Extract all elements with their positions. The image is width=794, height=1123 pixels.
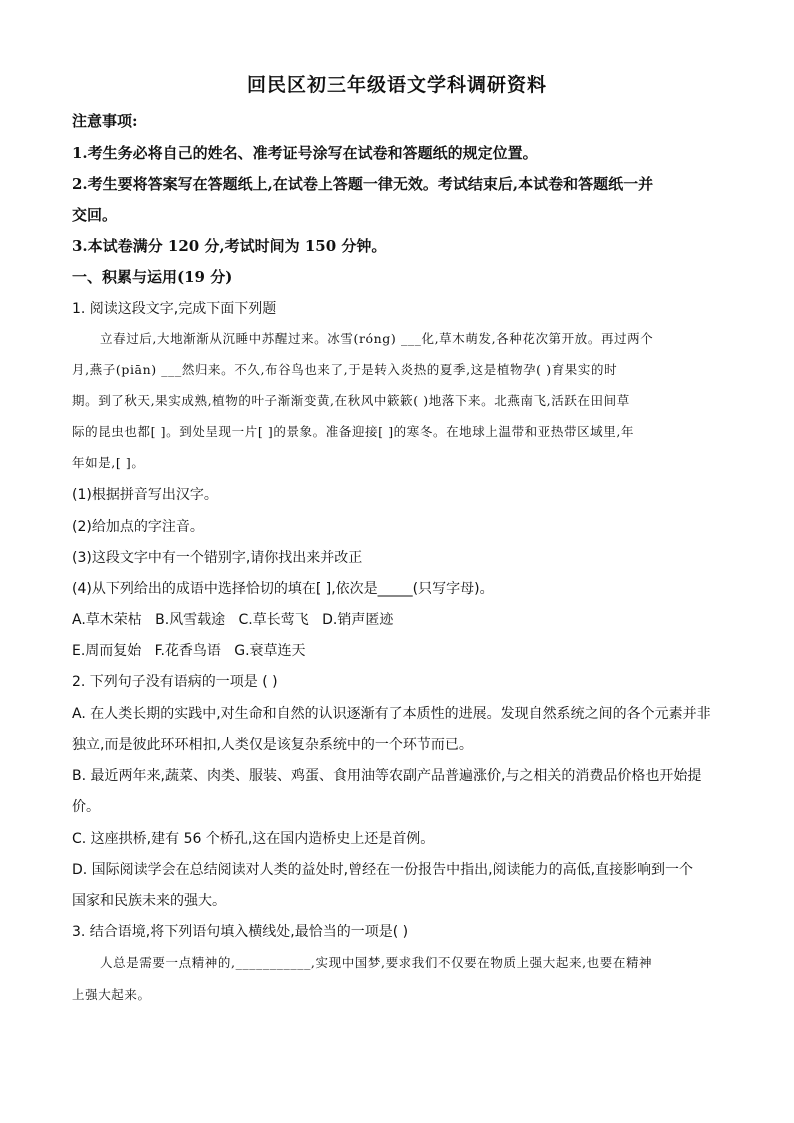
q1-options-line-2: E.周而复始 F.花香鸟语 G.衰草连天 <box>72 643 306 659</box>
q1-passage-line: 月,燕子(piān) ___然归来。不久,布谷鸟也来了,于是转入炎热的夏季,这是植物孕( )育果实的时 <box>72 362 618 377</box>
notice-item-2-line-2: 交回。 <box>72 206 118 224</box>
q2-option-a-line-1: A. 在人类长期的实践中,对生命和自然的认识逐渐有了本质性的进展。发现自然系统之间的各个元素并非 <box>72 706 711 722</box>
q2-option-b-line-1: B. 最近两年来,蔬菜、肉类、服装、鸡蛋、食用油等农副产品普遍涨价,与之相关的消费品价格也开始提 <box>72 768 702 784</box>
q1-subquestion-1: (1)根据拼音写出汉字。 <box>72 487 218 503</box>
q1-passage-line: 际的昆虫也都[ ]。到处呈现一片[ ]的景象。准备迎接[ ]的寒冬。在地球上温带和亚热带区域里,年 <box>72 424 635 439</box>
section-1-heading: 一、积累与运用(19 分) <box>72 268 233 286</box>
q1-subquestion-3: (3)这段文字中有一个错别字,请你找出来并改正 <box>72 550 363 566</box>
notice-item-2-line-1: 2.考生要将答案写在答题纸上,在试卷上答题一律无效。考试结束后,本试卷和答题纸一并 <box>72 175 654 193</box>
q1-subquestion-2: (2)给加点的字注音。 <box>72 519 204 535</box>
q1-options-line-1: A.草木荣枯 B.风雪载途 C.草长莺飞 D.销声匿迹 <box>72 612 394 628</box>
question-2-stem: 2. 下列句子没有语病的一项是 ( ) <box>72 674 278 690</box>
q2-option-d-line-1: D. 国际阅读学会在总结阅读对人类的益处时,曾经在一份报告中指出,阅读能力的高低,直接影响到一个 <box>72 862 694 878</box>
q1-subquestion-4: (4)从下列给出的成语中选择恰切的填在[ ],依次是_____(只写字母)。 <box>72 581 494 597</box>
question-1-stem: 1. 阅读这段文字,完成下面下列题 <box>72 301 277 317</box>
question-3-stem: 3. 结合语境,将下列语句填入横线处,最恰当的一项是( ) <box>72 924 409 940</box>
q3-passage-line-1: 人总是需要一点精神的,___________,实现中国梦,要求我们不仅要在物质上强大起来,也要在精神 <box>100 955 653 970</box>
q3-passage-line-2: 上强大起来。 <box>72 987 151 1002</box>
q2-option-d-line-2: 国家和民族未来的强大。 <box>72 893 226 909</box>
q2-option-c-line-1: C. 这座拱桥,建有 56 个桥孔,这在国内造桥史上还是首例。 <box>72 831 435 847</box>
notice-heading: 注意事项: <box>72 112 138 130</box>
document-title: 回民区初三年级语文学科调研资料 <box>246 74 547 96</box>
q2-option-b-line-2: 价。 <box>72 799 100 815</box>
notice-item-1: 1.考生务必将自己的姓名、准考证号涂写在试卷和答题纸的规定位置。 <box>72 144 538 162</box>
q2-option-a-line-2: 独立,而是彼此环环相扣,人类仅是该复杂系统中的一个环节而已。 <box>72 737 473 753</box>
q1-passage-line: 期。到了秋天,果实成熟,植物的叶子渐渐变黄,在秋风中簌簌( )地落下来。北燕南飞,活跃在田间草 <box>72 393 630 408</box>
q1-passage-line: 立春过后,大地渐渐从沉睡中苏醒过来。冰雪(róng) ___化,草木萌发,各种花次第开放。再过两个 <box>100 331 654 346</box>
notice-item-3: 3.本试卷满分 120 分,考试时间为 150 分钟。 <box>72 237 387 255</box>
q1-passage-line: 年如是,[ ]。 <box>72 455 145 470</box>
